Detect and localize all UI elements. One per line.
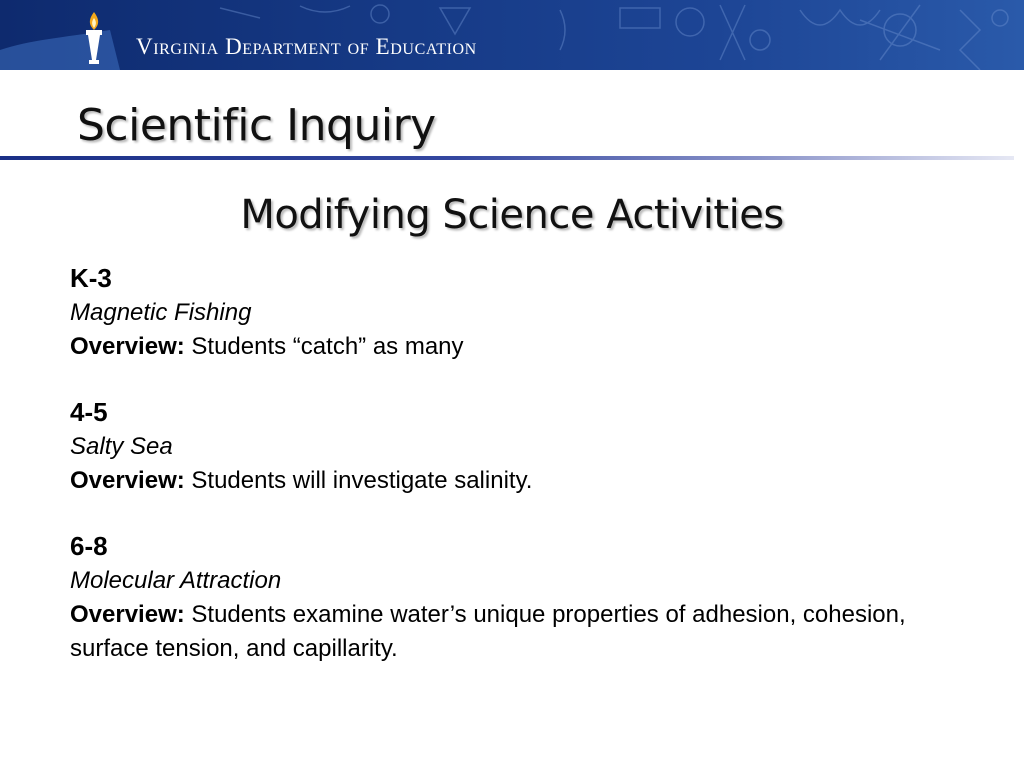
grade-section bbox=[70, 394, 970, 498]
overview-line bbox=[70, 330, 970, 364]
slide-subtitle: Modifying Science Activities bbox=[240, 192, 784, 238]
org-name: Virginia Department of Education bbox=[136, 34, 477, 59]
overview-text: Students “catch” as many bbox=[184, 333, 464, 360]
activity-name: Salty Sea bbox=[70, 433, 173, 460]
overview-label: Overview: bbox=[70, 601, 185, 628]
activity-name: Molecular Attraction bbox=[70, 567, 282, 594]
grade-level: 6-8 bbox=[70, 531, 108, 561]
slide-title: Scientific Inquiry bbox=[77, 100, 436, 151]
header-banner bbox=[0, 0, 1024, 70]
overview-label: Overview: bbox=[70, 467, 185, 494]
overview-text: Students examine water’s unique properties of adhesion, cohesion, surface tension, and capillarity. bbox=[70, 601, 906, 662]
grade-level: 4-5 bbox=[70, 397, 108, 427]
overview-label: Overview: bbox=[70, 333, 185, 360]
overview-text: Students will investigate salinity. bbox=[184, 467, 533, 494]
content-area bbox=[70, 260, 970, 696]
activity-name: Magnetic Fishing bbox=[70, 299, 252, 326]
torch-logo-icon bbox=[80, 10, 108, 66]
overview-line bbox=[70, 464, 970, 498]
title-underline bbox=[0, 156, 1014, 160]
overview-line bbox=[70, 598, 970, 666]
grade-section bbox=[70, 260, 970, 364]
grade-level: K-3 bbox=[70, 263, 112, 293]
grade-section bbox=[70, 528, 970, 666]
